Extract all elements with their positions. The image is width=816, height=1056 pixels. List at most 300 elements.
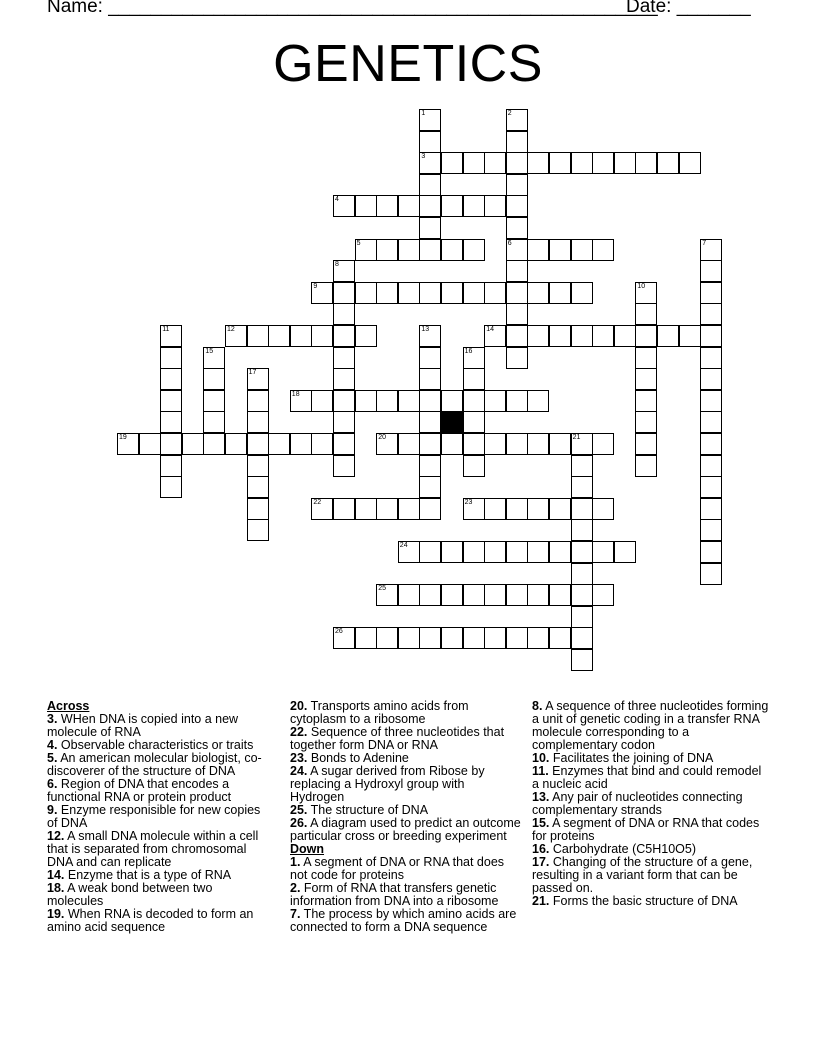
clue-number-label: 13 xyxy=(421,326,430,333)
clue-number-label: 21 xyxy=(572,434,581,441)
grid-cell[interactable] xyxy=(290,390,312,412)
grid-cell[interactable] xyxy=(311,325,333,347)
across-clue xyxy=(290,726,522,752)
grid-cell[interactable] xyxy=(700,347,722,369)
across-clue xyxy=(47,713,272,739)
grid-cell[interactable] xyxy=(635,411,657,433)
grid-cell[interactable] xyxy=(484,498,506,520)
grid-cell[interactable] xyxy=(506,541,528,563)
grid-cell[interactable] xyxy=(247,455,269,477)
grid-cell[interactable] xyxy=(506,217,528,239)
grid-cell[interactable] xyxy=(441,541,463,563)
grid-cell[interactable] xyxy=(506,195,528,217)
across-clue xyxy=(47,908,272,934)
grid-cell[interactable] xyxy=(592,498,614,520)
grid-cell[interactable] xyxy=(441,433,463,455)
grid-cell[interactable] xyxy=(571,498,593,520)
grid-cell[interactable] xyxy=(160,411,182,433)
grid-cell[interactable] xyxy=(398,498,420,520)
clue-number: 11. xyxy=(532,764,549,778)
clue-text: Forms the basic structure of DNA xyxy=(549,894,738,908)
clue-number: 20. xyxy=(290,699,308,713)
grid-cell[interactable] xyxy=(463,347,485,369)
grid-cell[interactable] xyxy=(571,433,593,455)
clue-text: Region of DNA that encodes a functional RNA or protein product xyxy=(47,777,232,804)
clue-section-heading: Down xyxy=(290,842,325,856)
clue-text: Facilitates the joining of DNA xyxy=(549,751,714,765)
clue-text: Enzyme that is a type of RNA xyxy=(64,868,232,882)
grid-cell[interactable] xyxy=(203,368,225,390)
grid-cell[interactable] xyxy=(700,563,722,585)
grid-cell[interactable] xyxy=(419,347,441,369)
grid-cell[interactable] xyxy=(355,498,377,520)
grid-cell[interactable] xyxy=(398,239,420,261)
grid-cell[interactable] xyxy=(225,325,247,347)
grid-cell[interactable] xyxy=(441,195,463,217)
grid-cell[interactable] xyxy=(592,541,614,563)
clue-number: 17. xyxy=(532,855,550,869)
grid-cell[interactable] xyxy=(376,282,398,304)
grid-cell[interactable] xyxy=(700,498,722,520)
grid-cell[interactable] xyxy=(247,476,269,498)
grid-cell[interactable] xyxy=(247,433,269,455)
grid-cell[interactable] xyxy=(635,455,657,477)
grid-cell[interactable] xyxy=(463,195,485,217)
grid-cell[interactable] xyxy=(484,541,506,563)
clue-text: An american molecular biologist, co-discoverer of the structure of DNA xyxy=(47,751,262,778)
clue-number-label: 4 xyxy=(335,196,339,204)
grid-cell[interactable] xyxy=(355,282,377,304)
grid-cell[interactable] xyxy=(549,627,571,649)
grid-cell[interactable] xyxy=(247,390,269,412)
grid-cell[interactable] xyxy=(463,282,485,304)
grid-cell[interactable] xyxy=(484,627,506,649)
grid-cell[interactable] xyxy=(333,433,355,455)
grid-cell[interactable] xyxy=(398,433,420,455)
grid-cell[interactable] xyxy=(614,541,636,563)
clue-text: Bonds to Adenine xyxy=(307,751,409,765)
clue-text: WHen DNA is copied into a new molecule of RNA xyxy=(47,712,239,739)
clue-text: A small DNA molecule within a cell that is separated from chromosomal DNA and can replicate xyxy=(47,829,259,869)
clue-number-label: 19 xyxy=(119,434,127,441)
grid-cell[interactable] xyxy=(527,282,549,304)
grid-cell[interactable] xyxy=(635,347,657,369)
grid-cell[interactable] xyxy=(376,498,398,520)
grid-cell[interactable] xyxy=(592,433,614,455)
grid-cell[interactable] xyxy=(506,433,528,455)
clue-text: A diagram used to predict an outcome particular cross or breeding experiment xyxy=(290,816,521,843)
clue-text: A sugar derived from Ribose by replacing a Hydroxyl group with Hydrogen xyxy=(290,764,485,804)
grid-cell[interactable] xyxy=(333,303,355,325)
grid-cell[interactable] xyxy=(635,325,657,347)
grid-cell[interactable] xyxy=(635,368,657,390)
grid-cell[interactable] xyxy=(419,476,441,498)
grid-cell[interactable] xyxy=(484,390,506,412)
grid-cell[interactable] xyxy=(484,584,506,606)
grid-cell[interactable] xyxy=(549,325,571,347)
grid-cell[interactable] xyxy=(419,174,441,196)
grid-cell[interactable] xyxy=(571,282,593,304)
down-clue xyxy=(532,817,770,843)
down-clue xyxy=(532,700,770,752)
down-clue xyxy=(532,856,770,895)
across-clue xyxy=(290,765,522,804)
grid-cell[interactable] xyxy=(376,195,398,217)
grid-cell[interactable] xyxy=(419,627,441,649)
grid-cell[interactable] xyxy=(225,433,247,455)
grid-cell[interactable] xyxy=(355,390,377,412)
clue-number-label: 14 xyxy=(486,326,494,333)
grid-cell[interactable] xyxy=(333,627,355,649)
grid-cell[interactable] xyxy=(679,325,701,347)
clue-number: 15. xyxy=(532,816,550,830)
grid-cell[interactable] xyxy=(463,411,485,433)
grid-cell[interactable] xyxy=(549,541,571,563)
grid-cell[interactable] xyxy=(463,627,485,649)
grid-cell[interactable] xyxy=(419,390,441,412)
grid-cell[interactable] xyxy=(700,519,722,541)
grid-cell[interactable] xyxy=(506,260,528,282)
grid-cell[interactable] xyxy=(614,325,636,347)
grid-cell[interactable] xyxy=(376,433,398,455)
clue-number-label: 10 xyxy=(637,282,646,290)
grid-cell[interactable] xyxy=(398,282,420,304)
clue-number-label: 18 xyxy=(291,390,300,398)
grid-cell[interactable] xyxy=(506,174,528,196)
grid-cell[interactable] xyxy=(463,433,485,455)
grid-cell[interactable] xyxy=(484,152,506,174)
grid-cell[interactable] xyxy=(571,476,593,498)
grid-cell[interactable] xyxy=(549,433,571,455)
grid-cell[interactable] xyxy=(268,433,290,455)
grid-cell[interactable] xyxy=(463,541,485,563)
grid-cell[interactable] xyxy=(376,627,398,649)
clue-number: 10. xyxy=(532,751,550,765)
grid-cell[interactable] xyxy=(571,239,593,261)
grid-cell[interactable] xyxy=(376,239,398,261)
grid-cell[interactable] xyxy=(506,131,528,153)
grid-cell[interactable] xyxy=(419,282,441,304)
grid-cell[interactable] xyxy=(571,627,593,649)
clue-number-label: 26 xyxy=(335,628,343,636)
grid-cell[interactable] xyxy=(506,498,528,520)
grid-cell[interactable] xyxy=(160,476,182,498)
grid-cell[interactable] xyxy=(463,239,485,261)
grid-cell[interactable] xyxy=(657,325,679,347)
grid-cell[interactable] xyxy=(311,282,333,304)
grid-cell[interactable] xyxy=(419,195,441,217)
grid-cell[interactable] xyxy=(571,649,593,671)
grid-cell[interactable] xyxy=(333,195,355,217)
grid-cell[interactable] xyxy=(311,433,333,455)
grid-cell[interactable] xyxy=(571,519,593,541)
grid-cell[interactable] xyxy=(441,390,463,412)
grid-cell[interactable] xyxy=(506,239,528,261)
grid-cell[interactable] xyxy=(160,390,182,412)
grid-cell[interactable] xyxy=(160,325,182,347)
clue-text: Observable characteristics or traits xyxy=(57,738,254,752)
grid-cell[interactable] xyxy=(333,260,355,282)
grid-cell[interactable] xyxy=(506,109,528,131)
grid-cell[interactable] xyxy=(247,325,269,347)
grid-cell[interactable] xyxy=(355,239,377,261)
grid-cell[interactable] xyxy=(160,455,182,477)
grid-cell[interactable] xyxy=(333,368,355,390)
grid-cell[interactable] xyxy=(333,455,355,477)
grid-cell[interactable] xyxy=(419,498,441,520)
grid-cell[interactable] xyxy=(527,433,549,455)
grid-cell[interactable] xyxy=(549,584,571,606)
grid-cell[interactable] xyxy=(571,152,593,174)
clue-number-label: 12 xyxy=(227,326,235,333)
grid-cell[interactable] xyxy=(635,282,657,304)
grid-cell[interactable] xyxy=(247,411,269,433)
grid-cell[interactable] xyxy=(333,390,355,412)
grid-cell[interactable] xyxy=(463,390,485,412)
grid-cell[interactable] xyxy=(203,411,225,433)
grid-cell[interactable] xyxy=(571,541,593,563)
clue-text: Sequence of three nucleotides that together form DNA or RNA xyxy=(290,725,505,752)
grid-cell[interactable] xyxy=(398,627,420,649)
clue-number: 3. xyxy=(47,712,58,726)
grid-cell[interactable] xyxy=(700,411,722,433)
grid-cell[interactable] xyxy=(527,390,549,412)
grid-cell[interactable] xyxy=(333,498,355,520)
grid-cell[interactable] xyxy=(506,152,528,174)
grid-cell[interactable] xyxy=(355,325,377,347)
grid-cell[interactable] xyxy=(657,152,679,174)
grid-cell[interactable] xyxy=(160,347,182,369)
grid-cell[interactable] xyxy=(398,390,420,412)
grid-cell[interactable] xyxy=(700,541,722,563)
clue-number: 12. xyxy=(47,829,65,843)
clues-column-1 xyxy=(47,700,272,934)
grid-cell[interactable] xyxy=(484,433,506,455)
clue-number-label: 22 xyxy=(313,498,322,506)
grid-cell[interactable] xyxy=(506,584,528,606)
grid-cell[interactable] xyxy=(441,627,463,649)
grid-cell[interactable] xyxy=(527,152,549,174)
grid-cell[interactable] xyxy=(506,347,528,369)
grid-cell[interactable] xyxy=(700,390,722,412)
clue-number-label: 15 xyxy=(205,347,214,355)
clue-text: Enzyme responisible for new copies of DNA xyxy=(47,803,261,830)
across-clue xyxy=(47,882,272,908)
down-clue xyxy=(532,895,770,908)
grid-cell[interactable] xyxy=(376,584,398,606)
across-clue xyxy=(47,752,272,778)
grid-cell[interactable] xyxy=(419,325,441,347)
grid-cell[interactable] xyxy=(700,303,722,325)
grid-cell[interactable] xyxy=(527,239,549,261)
date-field-line: Date: _______ xyxy=(626,0,751,17)
grid-cell[interactable] xyxy=(549,282,571,304)
grid-cell[interactable] xyxy=(247,498,269,520)
grid-cell[interactable] xyxy=(592,584,614,606)
grid-cell[interactable] xyxy=(333,347,355,369)
grid-cell[interactable] xyxy=(441,584,463,606)
grid-cell[interactable] xyxy=(700,368,722,390)
down-clue xyxy=(290,908,522,934)
clue-number: 9. xyxy=(47,803,58,817)
clue-number: 26. xyxy=(290,816,308,830)
grid-cell[interactable] xyxy=(398,541,420,563)
grid-cell[interactable] xyxy=(376,390,398,412)
grid-cell[interactable] xyxy=(592,239,614,261)
black-square xyxy=(441,411,463,433)
grid-cell[interactable] xyxy=(182,433,204,455)
grid-cell[interactable] xyxy=(463,152,485,174)
grid-cell[interactable] xyxy=(700,433,722,455)
grid-cell[interactable] xyxy=(398,195,420,217)
grid-cell[interactable] xyxy=(571,584,593,606)
clue-text: A segment of DNA or RNA that does not code for proteins xyxy=(290,855,505,882)
grid-cell[interactable] xyxy=(527,584,549,606)
grid-cell[interactable] xyxy=(355,195,377,217)
grid-cell[interactable] xyxy=(463,584,485,606)
grid-cell[interactable] xyxy=(139,433,161,455)
grid-cell[interactable] xyxy=(290,433,312,455)
grid-cell[interactable] xyxy=(333,325,355,347)
grid-cell[interactable] xyxy=(441,239,463,261)
grid-cell[interactable] xyxy=(549,498,571,520)
grid-cell[interactable] xyxy=(160,433,182,455)
grid-cell[interactable] xyxy=(268,325,290,347)
clue-number-label: 16 xyxy=(464,347,473,355)
grid-cell[interactable] xyxy=(592,152,614,174)
grid-cell[interactable] xyxy=(484,282,506,304)
down-clue xyxy=(290,882,522,908)
across-clue xyxy=(47,778,272,804)
grid-cell[interactable] xyxy=(290,325,312,347)
grid-cell[interactable] xyxy=(419,239,441,261)
clue-text: A segment of DNA or RNA that codes for proteins xyxy=(532,816,760,843)
clue-number-label: 5 xyxy=(356,239,361,247)
down-clue xyxy=(532,765,770,791)
grid-cell[interactable] xyxy=(419,152,441,174)
clue-text: A sequence of three nucleotides forming a unit of genetic coding in a transfer RNA molecule corresponding to a complementary codon xyxy=(532,699,769,752)
grid-cell[interactable] xyxy=(419,368,441,390)
grid-cell[interactable] xyxy=(419,455,441,477)
grid-cell[interactable] xyxy=(592,325,614,347)
grid-cell[interactable] xyxy=(463,498,485,520)
clue-number: 2. xyxy=(290,881,301,895)
clues-column-3 xyxy=(532,700,770,908)
clue-number-label: 25 xyxy=(378,585,386,593)
clue-number: 8. xyxy=(532,699,543,713)
grid-cell[interactable] xyxy=(700,282,722,304)
clue-number: 18. xyxy=(47,881,65,895)
grid-cell[interactable] xyxy=(160,368,182,390)
grid-cell[interactable] xyxy=(679,152,701,174)
grid-cell[interactable] xyxy=(247,368,269,390)
grid-cell[interactable] xyxy=(614,152,636,174)
down-clue xyxy=(532,791,770,817)
grid-cell[interactable] xyxy=(419,584,441,606)
grid-cell[interactable] xyxy=(635,152,657,174)
grid-cell[interactable] xyxy=(506,325,528,347)
grid-cell[interactable] xyxy=(635,433,657,455)
grid-cell[interactable] xyxy=(441,152,463,174)
grid-cell[interactable] xyxy=(398,584,420,606)
clue-number-label: 9 xyxy=(313,282,318,290)
grid-cell[interactable] xyxy=(203,390,225,412)
grid-cell[interactable] xyxy=(700,325,722,347)
grid-cell[interactable] xyxy=(571,563,593,585)
clue-number-label: 6 xyxy=(507,239,512,247)
grid-cell[interactable] xyxy=(549,239,571,261)
clue-text: Form of RNA that transfers genetic information from DNA into a ribosome xyxy=(290,881,499,908)
grid-cell[interactable] xyxy=(571,455,593,477)
grid-cell[interactable] xyxy=(635,303,657,325)
grid-cell[interactable] xyxy=(247,519,269,541)
clue-text: Carbohydrate (C5H10O5) xyxy=(549,842,696,856)
grid-cell[interactable] xyxy=(635,390,657,412)
grid-cell[interactable] xyxy=(117,433,139,455)
grid-cell[interactable] xyxy=(484,325,506,347)
grid-cell[interactable] xyxy=(441,282,463,304)
grid-cell[interactable] xyxy=(203,433,225,455)
grid-cell[interactable] xyxy=(506,303,528,325)
grid-cell[interactable] xyxy=(333,282,355,304)
clue-number: 19. xyxy=(47,907,65,921)
clue-number: 6. xyxy=(47,777,58,791)
grid-cell[interactable] xyxy=(700,476,722,498)
clues-column-2 xyxy=(290,700,522,934)
clue-number: 1. xyxy=(290,855,301,869)
grid-cell[interactable] xyxy=(311,498,333,520)
grid-cell[interactable] xyxy=(506,282,528,304)
grid-cell[interactable] xyxy=(419,109,441,131)
grid-cell[interactable] xyxy=(203,347,225,369)
grid-cell[interactable] xyxy=(571,606,593,628)
grid-cell[interactable] xyxy=(506,390,528,412)
grid-cell[interactable] xyxy=(549,152,571,174)
grid-cell[interactable] xyxy=(463,368,485,390)
grid-cell[interactable] xyxy=(333,411,355,433)
grid-cell[interactable] xyxy=(419,541,441,563)
grid-cell[interactable] xyxy=(571,325,593,347)
grid-cell[interactable] xyxy=(700,239,722,261)
grid-cell[interactable] xyxy=(506,627,528,649)
clue-number-label: 20 xyxy=(378,434,386,441)
grid-cell[interactable] xyxy=(527,325,549,347)
grid-cell[interactable] xyxy=(484,195,506,217)
grid-cell[interactable] xyxy=(527,498,549,520)
clue-number-label: 3 xyxy=(421,153,426,161)
grid-cell[interactable] xyxy=(311,390,333,412)
grid-cell[interactable] xyxy=(419,217,441,239)
grid-cell[interactable] xyxy=(419,131,441,153)
grid-cell[interactable] xyxy=(463,455,485,477)
clue-number-label: 2 xyxy=(507,110,512,117)
grid-cell[interactable] xyxy=(700,260,722,282)
grid-cell[interactable] xyxy=(700,455,722,477)
down-clue xyxy=(290,856,522,882)
clue-number: 7. xyxy=(290,907,301,921)
clue-number-label: 1 xyxy=(421,110,426,117)
clue-number-label: 7 xyxy=(702,239,707,247)
clue-number-label: 17 xyxy=(248,369,257,377)
grid-cell[interactable] xyxy=(527,627,549,649)
clue-number: 25. xyxy=(290,803,308,817)
clue-number: 24. xyxy=(290,764,308,778)
grid-cell[interactable] xyxy=(419,433,441,455)
grid-cell[interactable] xyxy=(419,411,441,433)
grid-cell[interactable] xyxy=(527,541,549,563)
name-field-line: Name: ____________________________________________________ xyxy=(47,0,658,17)
grid-cell[interactable] xyxy=(355,627,377,649)
